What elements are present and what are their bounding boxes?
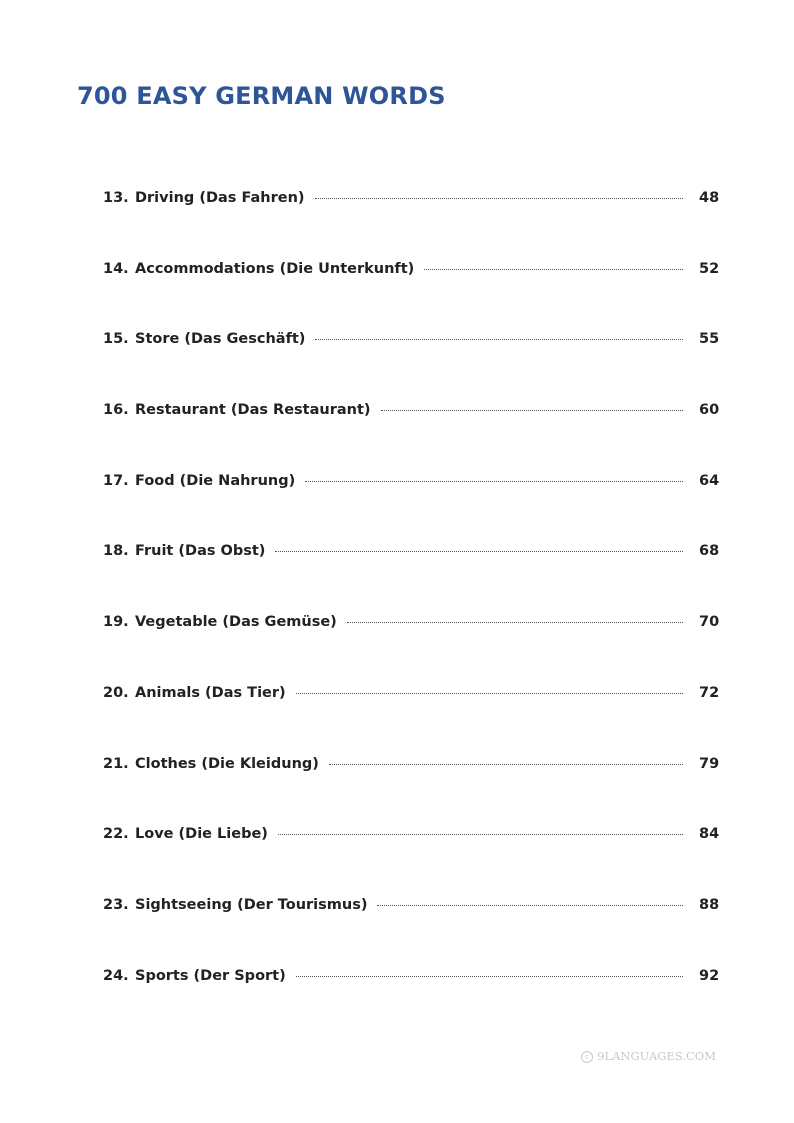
- toc-entry-page: 55: [699, 331, 720, 348]
- toc-entry-label[interactable]: Fruit (Das Obst): [135, 543, 266, 560]
- dot-leader: [424, 269, 683, 270]
- toc-entry-page: 64: [699, 472, 720, 489]
- dot-leader: [278, 834, 683, 835]
- toc-entry-label[interactable]: Vegetable (Das Gemüse): [135, 614, 337, 631]
- toc-entry-label[interactable]: Driving (Das Fahren): [135, 190, 305, 206]
- toc-entry[interactable]: [103, 543, 719, 614]
- toc-entry[interactable]: [103, 826, 719, 897]
- toc-entry[interactable]: [103, 402, 719, 473]
- toc-entry-page: 72: [699, 684, 720, 701]
- toc-entry-page: 70: [699, 614, 720, 631]
- toc-entry[interactable]: [103, 968, 719, 1039]
- dot-leader: [329, 764, 683, 765]
- toc-entry-page: 88: [699, 896, 720, 913]
- toc-entry-number: 23.: [103, 896, 129, 913]
- toc-entry[interactable]: [103, 473, 719, 544]
- dot-leader: [315, 198, 683, 199]
- toc-entry-number: 17.: [103, 472, 129, 489]
- toc-entry-label[interactable]: Restaurant (Das Restaurant): [135, 402, 371, 419]
- toc-entry-number: 21.: [103, 755, 129, 772]
- dot-leader: [305, 481, 683, 482]
- toc-entry-label[interactable]: Love (Die Liebe): [135, 826, 268, 843]
- toc-entry-number: 20.: [103, 684, 129, 701]
- table-of-contents: [103, 190, 719, 1038]
- toc-entry-page: 60: [699, 402, 720, 419]
- dot-leader: [296, 693, 683, 694]
- toc-entry-label[interactable]: Food (Die Nahrung): [135, 472, 296, 489]
- toc-entry-page: 52: [699, 260, 720, 277]
- toc-entry[interactable]: [103, 685, 719, 756]
- page-title: 700 EASY GERMAN WORDS: [77, 82, 446, 110]
- toc-entry-label[interactable]: Clothes (Die Kleidung): [135, 755, 319, 772]
- toc-entry-number: 18.: [103, 543, 129, 560]
- watermark: [581, 1049, 716, 1063]
- toc-entry-label[interactable]: Store (Das Geschäft): [135, 331, 306, 348]
- dot-leader: [296, 976, 683, 977]
- toc-entry-page: 79: [699, 755, 720, 772]
- toc-entry[interactable]: [103, 756, 719, 827]
- toc-entry-page: 84: [699, 826, 720, 843]
- toc-entry-label[interactable]: Sports (Der Sport): [135, 967, 286, 984]
- toc-entry-number: 14.: [103, 260, 129, 277]
- toc-entry-label[interactable]: Animals (Das Tier): [135, 684, 286, 701]
- dot-leader: [275, 551, 683, 552]
- toc-entry-number: 24.: [103, 967, 129, 984]
- dot-leader: [377, 905, 683, 906]
- toc-entry[interactable]: [103, 897, 719, 968]
- watermark-text: 9LANGUAGES.COM: [597, 1049, 716, 1063]
- toc-entry[interactable]: [103, 261, 719, 332]
- toc-entry-page: 68: [699, 543, 720, 560]
- toc-entry-number: 22.: [103, 826, 129, 843]
- toc-entry-number: 13.: [103, 190, 129, 206]
- toc-entry-page: 48: [699, 190, 720, 206]
- toc-entry-number: 19.: [103, 614, 129, 631]
- toc-entry-number: 15.: [103, 331, 129, 348]
- toc-entry[interactable]: [103, 614, 719, 685]
- toc-entry-label[interactable]: Sightseeing (Der Tourismus): [135, 896, 368, 913]
- toc-entry[interactable]: [103, 190, 719, 261]
- toc-entry-label[interactable]: Accommodations (Die Unterkunft): [135, 260, 415, 277]
- toc-entry-page: 92: [699, 967, 720, 984]
- toc-entry-number: 16.: [103, 402, 129, 419]
- dot-leader: [347, 622, 683, 623]
- dot-leader: [381, 410, 683, 411]
- dot-leader: [315, 339, 683, 340]
- copyright-icon: c: [581, 1051, 593, 1063]
- toc-entry[interactable]: [103, 331, 719, 402]
